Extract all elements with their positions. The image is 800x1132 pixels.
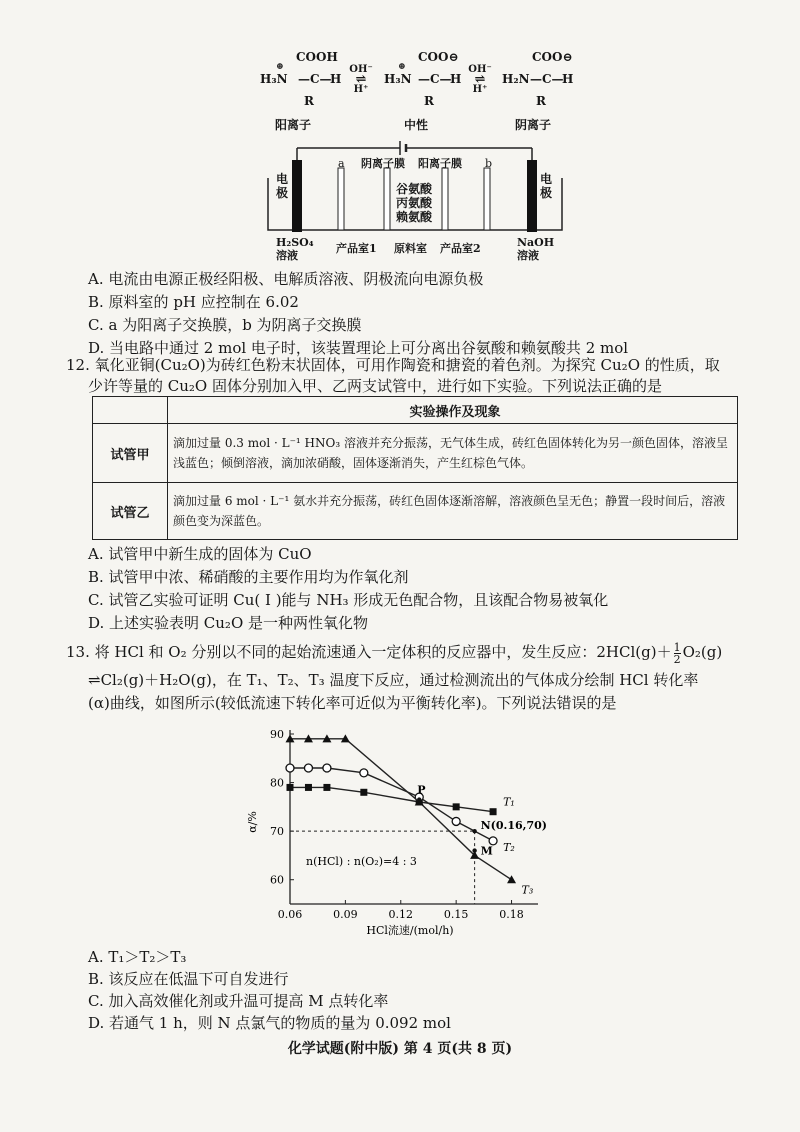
marked-point bbox=[417, 797, 421, 801]
y-axis-label: α/% bbox=[246, 811, 259, 833]
anion-membrane-label: 阴离子膜 bbox=[361, 157, 405, 170]
label-cation: 阳离子 bbox=[275, 118, 312, 132]
data-point-square bbox=[287, 784, 294, 791]
charge-sign: ⊕ bbox=[276, 62, 284, 72]
data-point-square bbox=[360, 789, 367, 796]
x-tick-label: 0.15 bbox=[443, 908, 469, 921]
species-right: H bbox=[330, 72, 342, 86]
bond: —C— bbox=[418, 72, 452, 86]
compartment-label: NaOH溶液 bbox=[517, 236, 555, 262]
electrode-right-label: 电极 bbox=[540, 172, 553, 200]
table-header: 实验操作及现象 bbox=[409, 405, 501, 420]
species-anion bbox=[502, 50, 588, 120]
compartment-label: 产品室1 bbox=[336, 242, 377, 255]
point-label: M bbox=[480, 844, 493, 858]
species-right: H bbox=[450, 72, 462, 86]
page-footer: 化学试题(附中版) 第 4 页(共 8 页) bbox=[287, 1041, 513, 1057]
compartment-label: H₂SO₄溶液 bbox=[276, 236, 314, 262]
arrow-1: OH⁻ ⇌ H⁺ bbox=[343, 64, 379, 95]
row-text-yi: 滴加过量 6 mol · L⁻¹ 氨水并充分振荡，砖红色固体逐渐溶解，溶液颜色呈无色；静置一段时间后，溶液颜色变为深蓝色。 bbox=[173, 494, 726, 528]
q13-stem-part-a: 13. 将 HCl 和 O₂ 分别以不同的起始流速通入一定体积的反应器中，发生反应：2HCl(g)＋ bbox=[66, 643, 672, 661]
species-bottom: R bbox=[424, 94, 434, 108]
series-label: T₁ bbox=[503, 795, 515, 809]
x-tick-label: 0.12 bbox=[388, 908, 414, 921]
x-tick-label: 0.06 bbox=[277, 908, 303, 921]
compartment-label: 产品室2 bbox=[440, 242, 481, 255]
data-point-square bbox=[305, 784, 312, 791]
data-point-circle bbox=[452, 817, 460, 825]
q12-option-a: A. 试管甲中新生成的固体为 CuO bbox=[88, 545, 312, 563]
q12-option-c: C. 试管乙实验可证明 Cu( Ⅰ )能与 NH₃ 形成无色配合物，且该配合物易被氧化 bbox=[88, 591, 609, 609]
label-anion: 阴离子 bbox=[515, 118, 552, 132]
q12-stem-line1: 12. 氧化亚铜(Cu₂O)为砖红色粉末状固体，可用作陶瓷和搪瓷的着色剂。为探究 Cu₂O 的性质，取 bbox=[66, 356, 720, 374]
q13-option-c: C. 加入高效催化剂或升温可提高 M 点转化率 bbox=[88, 992, 389, 1010]
data-point-square bbox=[453, 803, 460, 810]
data-point-triangle bbox=[507, 875, 516, 883]
q13-stem-part-b: O₂(g) bbox=[682, 643, 723, 661]
arrow-forward-label: OH⁻ bbox=[468, 64, 492, 75]
data-point-square bbox=[490, 808, 497, 815]
arrow-forward-label: OH⁻ bbox=[349, 64, 373, 75]
charge-sign: ⊕ bbox=[398, 62, 406, 72]
table-header-row bbox=[93, 397, 737, 424]
series-label: T₂ bbox=[503, 840, 515, 854]
species-zwitterion bbox=[384, 50, 470, 120]
label-neutral: 中性 bbox=[404, 118, 429, 132]
species-right: H bbox=[562, 72, 574, 86]
species-group: COO⊖ bbox=[418, 50, 459, 64]
q13-option-a: A. T₁＞T₂＞T₃ bbox=[88, 948, 187, 966]
experiment-table bbox=[92, 396, 738, 540]
q12-option-d: D. 上述实验表明 Cu₂O 是一种两性氧化物 bbox=[88, 614, 369, 632]
y-tick-label: 70 bbox=[270, 825, 284, 839]
table-row-divider bbox=[93, 482, 737, 483]
y-tick-label: 60 bbox=[270, 873, 284, 887]
data-point-circle bbox=[360, 769, 368, 777]
q11-option-a: A. 电流由电源正极经阳极、电解质溶液、阴极流向电源负极 bbox=[88, 270, 484, 288]
hcl-conversion-chart bbox=[240, 722, 560, 944]
species-group: COO⊖ bbox=[532, 50, 573, 64]
q11-option-c: C. a 为阳离子交换膜，b 为阴离子交换膜 bbox=[88, 316, 362, 334]
membrane-a-label: a bbox=[338, 157, 345, 170]
q13-option-b: B. 该反应在低温下可自发进行 bbox=[88, 970, 289, 988]
species-cation bbox=[260, 50, 340, 120]
amino-acid-list bbox=[396, 182, 432, 224]
x-axis-label: HCl流速/(mol/h) bbox=[366, 924, 454, 937]
species-left: H₃N bbox=[260, 72, 288, 86]
bond: —C— bbox=[298, 72, 332, 86]
ratio-annotation: n(HCl) : n(O₂)=4 : 3 bbox=[306, 855, 417, 869]
marked-point bbox=[472, 848, 476, 852]
arrow-2: OH⁻ ⇌ H⁺ bbox=[462, 64, 498, 95]
compartment-label: 原料室 bbox=[394, 242, 427, 255]
amino-acid: 丙氨酸 bbox=[396, 196, 433, 210]
row-name-jia: 试管甲 bbox=[93, 424, 168, 482]
data-point-circle bbox=[304, 764, 312, 772]
amino-acid: 谷氨酸 bbox=[396, 182, 433, 196]
arrow-reverse-label: H⁺ bbox=[472, 84, 488, 95]
x-tick-label: 0.18 bbox=[499, 908, 524, 921]
species-left: H₂N bbox=[502, 72, 530, 86]
series-line bbox=[290, 787, 493, 811]
marked-point bbox=[472, 829, 476, 833]
cation-membrane-label: 阳离子膜 bbox=[418, 157, 462, 170]
table-header-empty bbox=[93, 397, 168, 423]
q12-option-b: B. 试管甲中浓、稀硝酸的主要作用均为作氧化剂 bbox=[88, 568, 409, 586]
q11-option-b: B. 原料室的 pH 应控制在 6.02 bbox=[88, 293, 299, 311]
amino-acid: 赖氨酸 bbox=[396, 210, 433, 224]
arrow-reverse-label: H⁺ bbox=[353, 84, 369, 95]
species-bottom: R bbox=[304, 94, 314, 108]
electrode-left-label: 电极 bbox=[276, 172, 289, 200]
q13-option-d: D. 若通气 1 h，则 N 点氯气的物质的量为 0.092 mol bbox=[88, 1014, 451, 1032]
fraction-den: 2 bbox=[673, 652, 681, 666]
fraction bbox=[674, 642, 681, 665]
data-point-circle bbox=[323, 764, 331, 772]
series-label: T₃ bbox=[521, 883, 534, 897]
y-tick-label: 90 bbox=[270, 728, 284, 741]
species-group: COOH bbox=[296, 50, 338, 64]
species-bottom: R bbox=[536, 94, 546, 108]
fraction-num: 1 bbox=[673, 640, 681, 654]
q13-stem-line3: (α)曲线，如图所示(较低流速下转化率可近似为平衡转化率)。下列说法错误的是 bbox=[88, 694, 617, 712]
q12-stem-line2: 少许等量的 Cu₂O 固体分别加入甲、乙两支试管中，进行如下实验。下列说法正确的是 bbox=[88, 377, 662, 395]
y-tick-label: 80 bbox=[270, 776, 284, 790]
row-name-yi: 试管乙 bbox=[93, 483, 168, 539]
data-point-circle bbox=[286, 764, 294, 772]
data-point-square bbox=[323, 784, 330, 791]
point-label: P bbox=[417, 783, 426, 797]
x-tick-label: 0.09 bbox=[333, 908, 358, 921]
q13-stem-line2: ⇌Cl₂(g)＋H₂O(g)，在 T₁、T₂、T₃ 温度下反应，通过检测流出的气体成分绘制 HCl 转化率 bbox=[88, 671, 699, 689]
bond: —C— bbox=[530, 72, 564, 86]
point-label: N(0.16,70) bbox=[480, 819, 548, 833]
membrane-b-label: b bbox=[485, 157, 493, 170]
species-left: H₃N bbox=[384, 72, 412, 86]
row-text-jia: 滴加过量 0.3 mol · L⁻¹ HNO₃ 溶液并充分振荡，无气体生成，砖红色固体转化为另一颜色固体，溶液呈浅蓝色；倾倒溶液，滴加浓硝酸，固体逐渐消失，产生红棕色气体。 bbox=[173, 436, 728, 470]
q13-stem-line1 bbox=[66, 641, 722, 665]
q11-option-d: D. 当电路中通过 2 mol 电子时，该装置理论上可分离出谷氨酸和赖氨酸共 2 mol bbox=[88, 339, 629, 357]
